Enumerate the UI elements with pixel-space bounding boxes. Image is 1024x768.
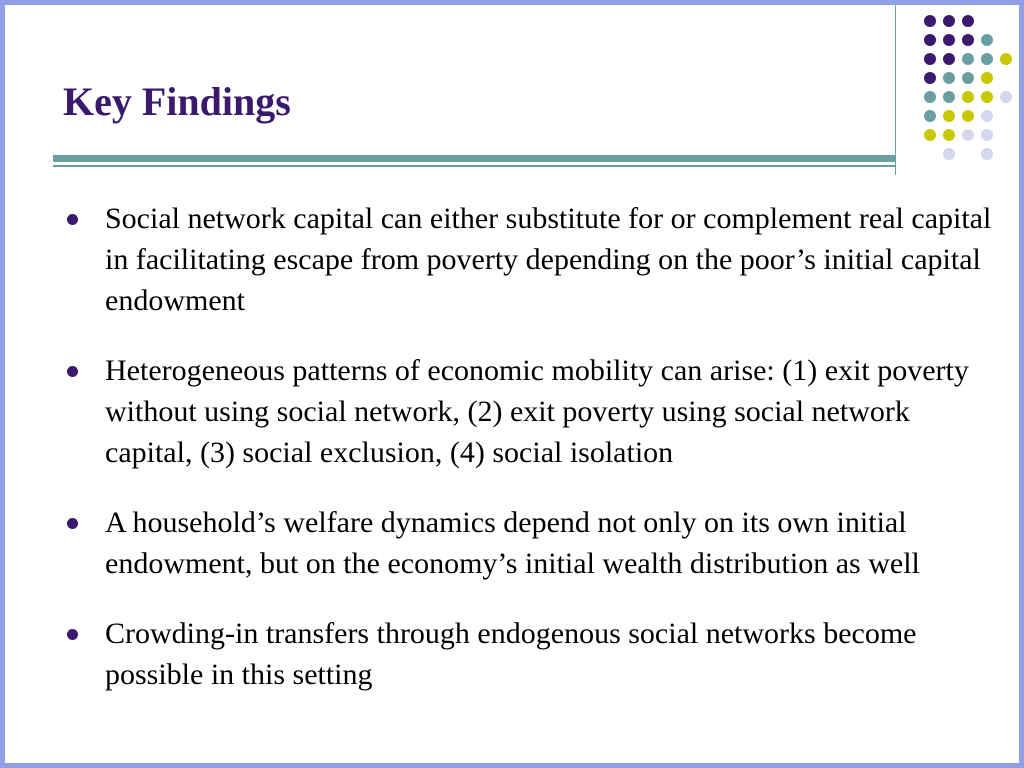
decorative-dot-icon bbox=[943, 110, 955, 122]
bullet-item bbox=[65, 350, 995, 473]
decorative-dot-icon bbox=[943, 91, 955, 103]
bullet-item bbox=[65, 502, 995, 584]
decorative-dot-icon bbox=[924, 110, 936, 122]
bullet-list bbox=[65, 198, 995, 724]
decorative-dot-icon bbox=[962, 15, 974, 27]
bullet-text: Heterogeneous patterns of economic mobility can arise: (1) exit poverty without using social network, (2) exit poverty using social network capital, (3) social exclusion, (4) social isolation bbox=[105, 354, 969, 469]
bullet-dot-icon bbox=[67, 518, 78, 529]
decorative-dot-icon bbox=[962, 34, 974, 46]
bullet-item bbox=[65, 198, 995, 321]
vertical-rule bbox=[895, 5, 896, 175]
decorative-dot-icon bbox=[981, 72, 993, 84]
decorative-dot-icon bbox=[981, 148, 993, 160]
bullet-text: Crowding-in transfers through endogenous social networks become possible in this setting bbox=[105, 617, 917, 691]
decorative-dot-icon bbox=[962, 53, 974, 65]
decorative-dot-icon bbox=[962, 110, 974, 122]
decorative-dot-icon bbox=[943, 72, 955, 84]
bullet-text: Social network capital can either substitute for or complement real capital in facilitating escape from poverty depending on the poor’s initial capital endowment bbox=[105, 202, 992, 317]
decorative-dot-icon bbox=[943, 34, 955, 46]
decorative-dot-icon bbox=[924, 34, 936, 46]
decorative-dot-icon bbox=[981, 91, 993, 103]
decorative-dot-icon bbox=[943, 15, 955, 27]
decorative-dot-icon bbox=[981, 110, 993, 122]
bullet-text: A household’s welfare dynamics depend not only on its own initial endowment, but on the economy’s initial wealth distribution as well bbox=[105, 506, 920, 580]
decorative-dot-icon bbox=[924, 72, 936, 84]
decorative-dot-icon bbox=[981, 53, 993, 65]
decorative-dot-icon bbox=[943, 148, 955, 160]
decorative-dot-icon bbox=[1000, 91, 1012, 103]
decorative-dot-icon bbox=[962, 91, 974, 103]
decorative-dot-icon bbox=[924, 15, 936, 27]
decorative-dot-icon bbox=[943, 129, 955, 141]
bullet-dot-icon bbox=[67, 366, 78, 377]
decorative-dot-icon bbox=[924, 129, 936, 141]
decorative-dot-icon bbox=[981, 34, 993, 46]
bullet-dot-icon bbox=[67, 214, 78, 225]
decorative-dot-icon bbox=[962, 129, 974, 141]
decorative-dot-icon bbox=[962, 72, 974, 84]
decorative-dot-icon bbox=[981, 129, 993, 141]
bullet-dot-icon bbox=[67, 629, 78, 640]
decorative-dot-icon bbox=[1000, 53, 1012, 65]
title-underline-thin bbox=[53, 165, 896, 167]
slide-title: Key Findings bbox=[63, 79, 291, 124]
decorative-dot-icon bbox=[924, 53, 936, 65]
title-underline-thick bbox=[53, 155, 896, 162]
bullet-item bbox=[65, 613, 995, 695]
decorative-dot-icon bbox=[943, 53, 955, 65]
decorative-dot-icon bbox=[924, 91, 936, 103]
